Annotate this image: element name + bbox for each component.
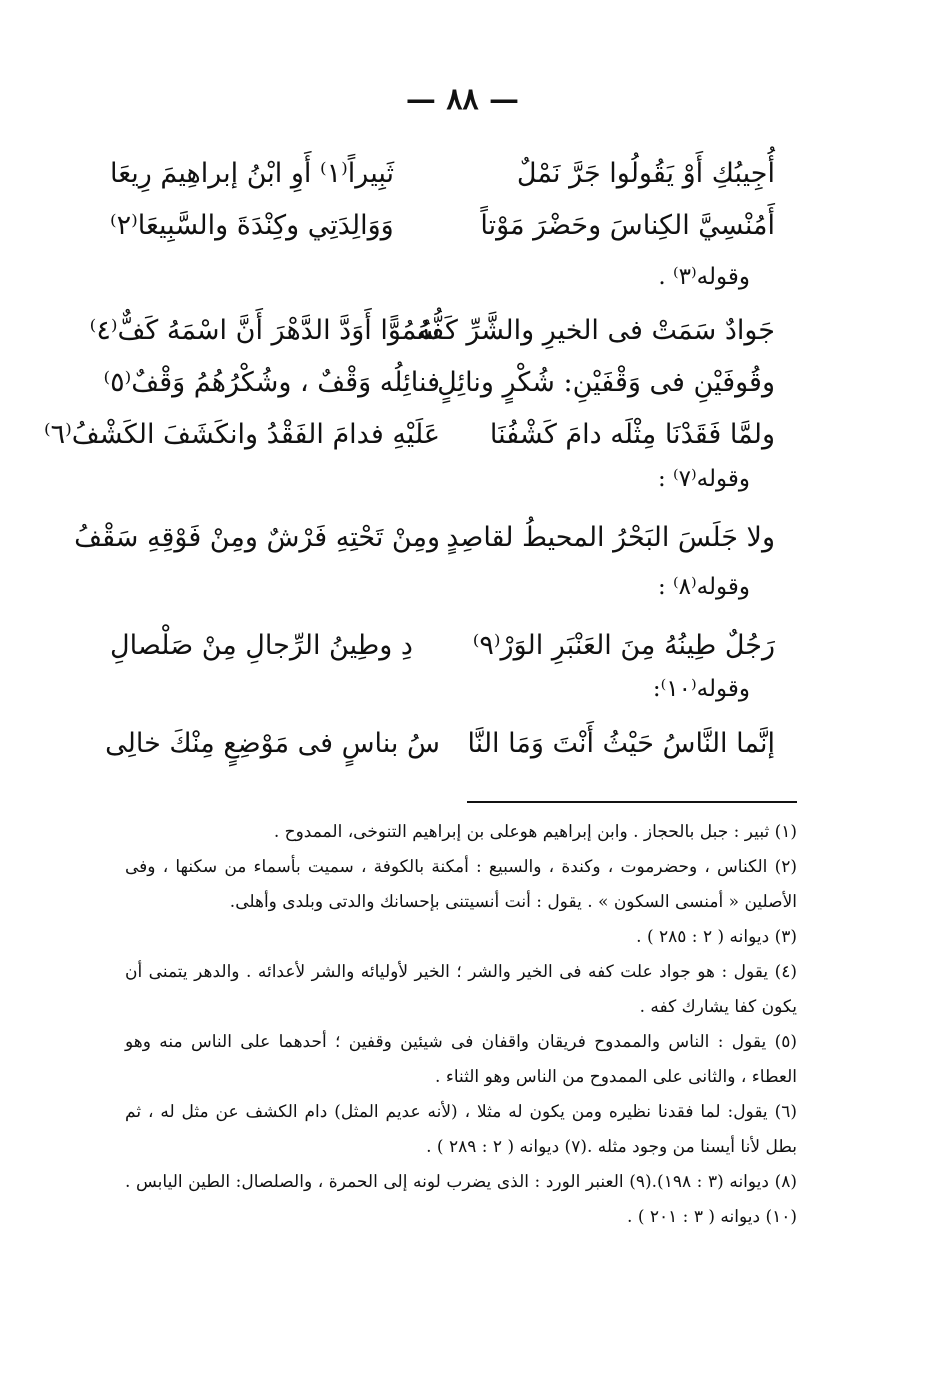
first-hemistich: ولمَّا فَقَدْنَا مِثْلَه دامَ كَشْفُنَا (489, 419, 775, 450)
first-hemistich: ولا جَلَسَ البَحْرُ المحيطُ لقاصِدٍ (446, 522, 775, 553)
footnote-6: (٦) يقول: لما فقدنا نظيره ومن يكون له مثلا ، (لأنه عديم المثل) دام الكشف عن مثل له ، ثم بطل لأنا أيسنا من وجود مثله . (125, 1102, 797, 1157)
second-hemistich: سُ بناسٍ فى مَوْضِعٍ مِنْكَ خالِى (105, 728, 440, 759)
footnote-divider (467, 801, 797, 803)
first-hemistich: أَمُنْسِيَّ الكِناسَ وحَضْرَ مَوْتاً (480, 210, 775, 241)
verse-line (44, 409, 775, 461)
verse-line (103, 357, 775, 409)
footnote-3: (٣) ديوانه ( ٢ : ٢٨٥ ) . (636, 927, 797, 947)
second-hemistich: ثَبِيراً⁽١⁾ أَوِ ابْنُ إبراهِيمَ رِيعَا (110, 158, 395, 189)
first-hemistich: وقُوفَيْنِ فى وَقْفَيْنِ: شُكْرٍ ونائِلٍ (437, 367, 775, 398)
verse-introduction: وقوله⁽١٠⁾: (652, 676, 750, 702)
footnote-8: (٨) ديوانه (٣ : ١٩٨). (651, 1172, 797, 1192)
verse-introduction: وقوله⁽٨⁾ : (657, 574, 750, 600)
verse-block-2 (44, 305, 775, 461)
page-number: — ٨٨ — (405, 82, 520, 117)
verse-block-1 (110, 148, 775, 252)
footnote-4: (٤) يقول : هو جواد علت كفه فى الخير والشر ؛ الخير لأوليائه والشر لأعدائه . والدهر يتمنى أن يكون كفا يشارك كفه . (125, 962, 797, 1017)
verse-block-4 (110, 620, 775, 672)
footnote-9: (٩) العنبر الورد : الذى يضرب لونه إلى الحمرة ، والصلصال: الطين اليابس . (125, 1172, 652, 1192)
verse-line (110, 148, 775, 200)
footnote-10: (١٠) ديوانه ( ٣ : ٢٠١ ) . (627, 1207, 797, 1227)
verse-line (89, 305, 775, 357)
verse-line (110, 200, 775, 252)
first-hemistich: رَجُلٌ طِينُهُ مِنَ العَنْبَرِ الوَرْ⁽٩⁾ (472, 630, 775, 661)
footnote-line (125, 1095, 797, 1165)
verse-introduction: وقوله⁽٣⁾ . (658, 264, 750, 290)
footnote-2: (٢) الكناس ، وحضرموت ، وكندة ، والسبيع : أمكنة بالكوفة ، سميت بأسماء من سكنها ، وفى الأصلين « أمنسى السكون » . يقول : أنت أنسيتنى بإحسانك والدتى وبلدى وأهلى. (125, 857, 797, 912)
verse-line (110, 620, 775, 672)
second-hemistich: ومِنْ تَحْتِهِ فَرْشٌ ومِنْ فَوْقِهِ سَقْفُ (74, 522, 440, 553)
second-hemistich: فنائِلُه وَقْفٌ ، وشُكْرُهُمُ وَقْفٌ⁽٥⁾ (103, 367, 440, 398)
first-hemistich: أُجِيبُكِ أَوْ يَقُولُوا جَرَّ نَمْلٌ (516, 158, 775, 189)
verse-introduction: وقوله⁽٧⁾ : (657, 466, 750, 492)
first-hemistich: جَوادٌ سَمَتْ فى الخيرِ والشَّرِّ كَفُّهُ (416, 315, 775, 346)
footnote-line (125, 1165, 797, 1235)
second-hemistich: عَلَيْهِ فدامَ الفَقْدُ وانكَشَفَ الكَشْفُ⁽٦⁾ (44, 419, 440, 450)
verse-line (74, 512, 775, 564)
verse-block-3 (74, 512, 775, 564)
footnotes (125, 815, 797, 1235)
footnote-7: (٧) ديوانه ( ٢ : ٢٨٩ ) . (426, 1137, 587, 1157)
second-hemistich: دِ وطِينُ الرِّجالِ مِنْ صَلْصالِ (110, 630, 413, 661)
footnote-5: (٥) يقول : الناس والممدوح فريقان واقفان فى شيئين وقفين ؛ أحدهما على الناس منه وهو العطاء ، والثانى على الممدوح من الناس وهو الثناء . (125, 1032, 797, 1087)
first-hemistich: إنَّما النَّاسُ حَيْثُ أَنْتَ وَمَا النَّا (467, 728, 775, 759)
verse-block-5 (105, 718, 775, 770)
second-hemistich: سُمُوًّا أَوَدَّ الدَّهْرَ أَنَّ اسْمَهُ كَفٌّ⁽٤⁾ (89, 315, 440, 346)
second-hemistich: وَوَالِدَتِي وكِنْدَةَ والسَّبِيعَا⁽٢⁾ (110, 210, 394, 241)
footnote-1: (١) ثبير : جبل بالحجاز . وابن إبراهيم هوعلى بن إبراهيم التنوخى، الممدوح . (273, 822, 797, 842)
verse-line (105, 718, 775, 770)
